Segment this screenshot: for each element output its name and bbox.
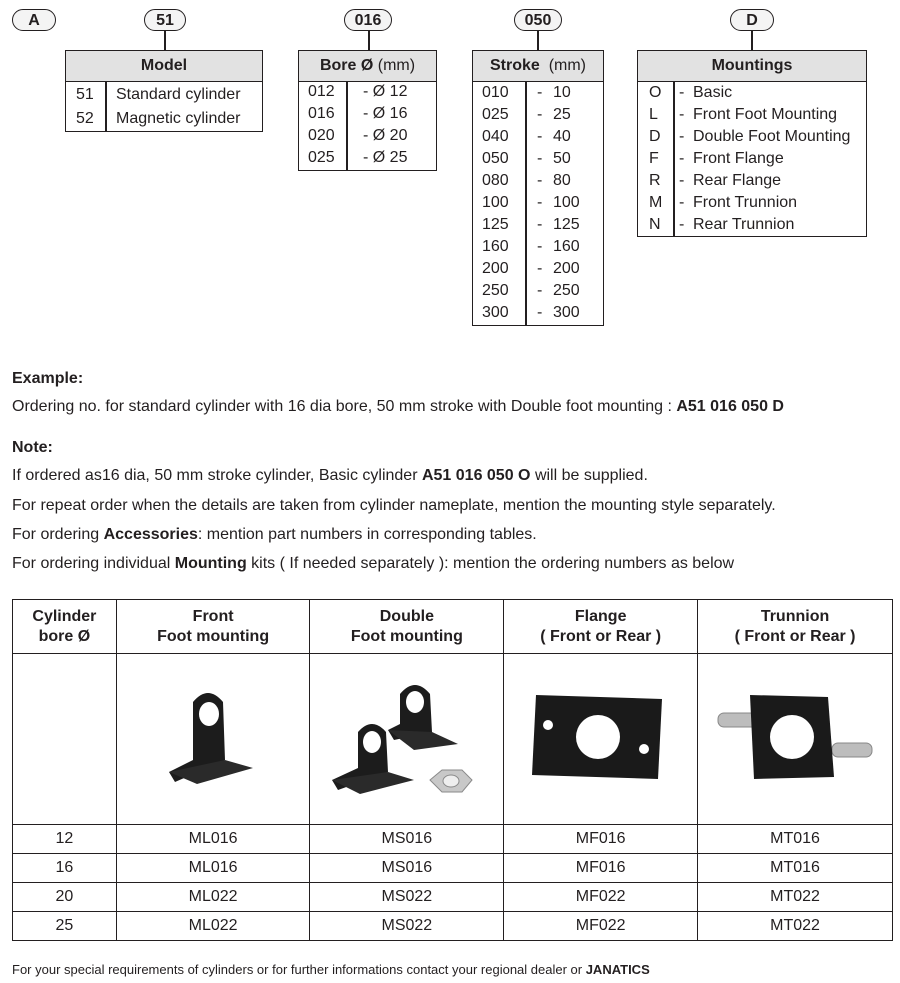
kits-row [13,854,893,883]
stroke-code: 160 [482,238,509,255]
stroke-dash: - [537,216,543,233]
stroke-value: 160 [553,238,580,255]
trunnion-block-icon [710,687,880,787]
flange-image [504,654,698,825]
note-line-3: For ordering Accessories: mention part numbers in corresponding tables. [12,526,537,543]
part-number-cell: ML022 [116,883,310,912]
model-desc: Magnetic cylinder [116,110,241,127]
kits-image-row [13,654,893,825]
connector-line [751,31,753,51]
stroke-code: 080 [482,172,509,189]
stroke-code: 010 [482,84,509,101]
stroke-value: 50 [553,150,571,167]
part-number-cell: MF022 [504,912,698,941]
image-cell-empty [13,654,117,825]
header-cylinder-bore: Cylinder bore Ø [13,600,117,654]
stroke-value: 250 [553,282,580,299]
stroke-dash: - [537,84,543,101]
footer-text: For your special requirements of cylinders or for further informations contact your regional dealer or JANATICS [12,962,650,977]
part-number-cell: MS016 [310,854,504,883]
part-number-cell: MS016 [310,825,504,854]
note-line-1: If ordered as16 dia, 50 mm stroke cylinder, Basic cylinder A51 016 050 O will be supplied. [12,467,648,484]
part-number-cell: MT016 [698,854,893,883]
bore-cell: 12 [13,825,117,854]
part-number-cell: MF022 [504,883,698,912]
bore-table [298,50,437,171]
mounting-code: N [649,216,661,233]
stroke-code: 040 [482,128,509,145]
stroke-dash: - [537,150,543,167]
part-number-cell: ML016 [116,825,310,854]
note-line-2: For repeat order when the details are taken from cylinder nameplate, mention the mounting style separately. [12,497,776,514]
stroke-dash: - [537,172,543,189]
mountings-table [637,50,867,237]
code-bore-pill: 016 [344,9,392,31]
part-number-cell: ML022 [116,912,310,941]
stroke-dash: - [537,194,543,211]
mounting-dash: - [679,128,685,145]
stroke-dash: - [537,128,543,145]
kits-row [13,825,893,854]
part-number-cell: MT022 [698,912,893,941]
mounting-name: Double Foot Mounting [693,128,851,145]
example-heading: Example: [12,370,84,387]
part-number-cell: ML016 [116,854,310,883]
connector-line [368,31,370,51]
mounting-code: O [649,84,662,101]
example-text: Ordering no. for standard cylinder with 16 dia bore, 50 mm stroke with Double foot mounting : A51 016 050 D [12,398,784,415]
mounting-kits-table [12,599,893,941]
bore-cell: 16 [13,854,117,883]
mounting-dash: - [679,84,685,101]
mounting-name: Basic [693,84,733,101]
stroke-code: 050 [482,150,509,167]
stroke-code: 250 [482,282,509,299]
stroke-dash: - [537,282,543,299]
stroke-value: 25 [553,106,571,123]
double-foot-bracket-icon [322,672,492,802]
trunnion-image [698,654,893,825]
part-number-cell: MF016 [504,825,698,854]
part-number-cell: MS022 [310,883,504,912]
stroke-value: 125 [553,216,580,233]
mounting-name: Rear Trunnion [693,216,795,233]
stroke-value: 10 [553,84,571,101]
bore-value: - Ø 12 [363,83,408,100]
kits-row [13,912,893,941]
mounting-dash: - [679,106,685,123]
kits-row [13,883,893,912]
double-foot-image [310,654,504,825]
model-title: Model [66,51,262,82]
model-code: 51 [76,86,94,103]
stroke-dash: - [537,304,543,321]
bore-cell: 25 [13,912,117,941]
bore-value: - Ø 20 [363,127,408,144]
header-front-foot: Front Foot mounting [116,600,310,654]
flange-plate-icon [526,687,676,787]
stroke-dash: - [537,238,543,255]
part-number-cell: MT022 [698,883,893,912]
bore-code: 012 [308,83,335,100]
stroke-code: 100 [482,194,509,211]
mounting-name: Front Flange [693,150,784,167]
connector-line [164,31,166,51]
mounting-name: Front Foot Mounting [693,106,838,123]
stroke-value: 100 [553,194,580,211]
header-flange: Flange ( Front or Rear ) [504,600,698,654]
mounting-dash: - [679,194,685,211]
mounting-name: Rear Flange [693,172,782,189]
mounting-code: M [649,194,663,211]
mounting-dash: - [679,216,685,233]
part-number-cell: MS022 [310,912,504,941]
mounting-name: Front Trunnion [693,194,798,211]
part-number-cell: MT016 [698,825,893,854]
stroke-value: 300 [553,304,580,321]
stroke-dash: - [537,260,543,277]
part-number-cell: MF016 [504,854,698,883]
mounting-code: R [649,172,661,189]
bore-value: - Ø 25 [363,149,408,166]
model-table [65,50,263,132]
stroke-value: 200 [553,260,580,277]
mounting-code: D [649,128,661,145]
mounting-code: L [649,106,658,123]
bore-code: 020 [308,127,335,144]
model-code: 52 [76,110,94,127]
code-stroke-pill: 050 [514,9,562,31]
stroke-title: Stroke (mm) [473,51,603,82]
bore-value: - Ø 16 [363,105,408,122]
bore-code: 016 [308,105,335,122]
mounting-dash: - [679,172,685,189]
code-model-pill: 51 [144,9,186,31]
header-double-foot: Double Foot mounting [310,600,504,654]
model-desc: Standard cylinder [116,86,241,103]
note-heading: Note: [12,439,53,456]
stroke-code: 200 [482,260,509,277]
mounting-dash: - [679,150,685,167]
bore-code: 025 [308,149,335,166]
note-line-4: For ordering individual Mounting kits ( If needed separately ): mention the ordering numbers as below [12,555,735,572]
code-prefix-pill: A [12,9,56,31]
bore-cell: 20 [13,883,117,912]
stroke-value: 80 [553,172,571,189]
connector-line [537,31,539,51]
code-mounting-pill: D [730,9,774,31]
bore-title: Bore Ø (mm) [299,51,436,82]
header-trunnion: Trunnion ( Front or Rear ) [698,600,893,654]
front-foot-image [116,654,310,825]
mountings-title: Mountings [638,51,866,82]
front-foot-bracket-icon [153,682,273,792]
stroke-table [472,50,604,326]
stroke-value: 40 [553,128,571,145]
stroke-code: 125 [482,216,509,233]
stroke-code: 025 [482,106,509,123]
mounting-code: F [649,150,659,167]
kits-header-row [13,600,893,654]
stroke-code: 300 [482,304,509,321]
stroke-dash: - [537,106,543,123]
